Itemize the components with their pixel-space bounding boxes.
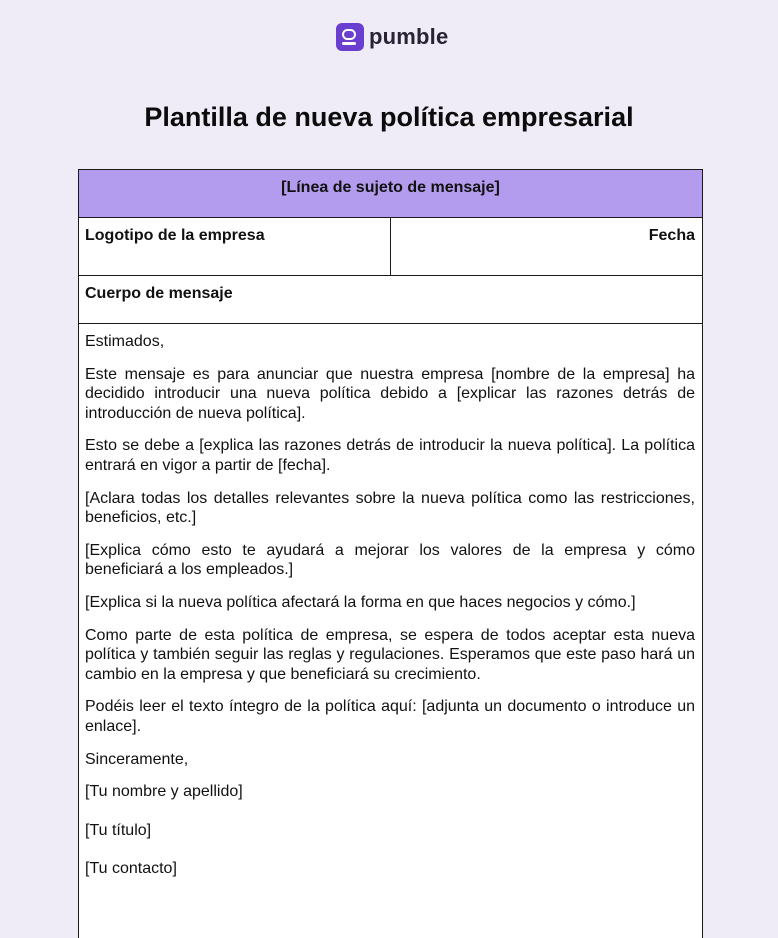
body-paragraph: Este mensaje es para anunciar que nuestra empresa [nombre de la empresa] ha decidido introducir una nueva política debido a [explicar las razones detrás de introducción de nueva política]. [85,365,695,422]
brand-logo[interactable] [336,22,448,52]
body-paragraph: [Aclara todas los detalles relevantes sobre la nueva política como las restricciones, beneficios, etc.] [85,489,695,527]
signature-title: [Tu título] [85,821,152,839]
page-title: Plantilla de nueva política empresarial [144,102,634,132]
company-logo-cell: Logotipo de la empresa [79,218,391,275]
subject-line-header: [Línea de sujeto de mensaje] [79,170,702,218]
greeting: Estimados, [85,333,165,350]
date-cell: Fecha [648,227,695,244]
body-paragraph: Como parte de esta política de empresa, se espera de todos aceptar esta nueva política y también seguir las reglas y regulaciones. Esperamos que este paso hará un cambio en la empresa y que beneficiará su crecimiento. [85,626,695,683]
brand-name: pumble [369,24,449,49]
body-paragraph: [Explica si la nueva política afectará la forma en que haces negocios y cómo.] [85,593,636,611]
policy-template-table [78,169,703,938]
signature-name: [Tu nombre y apellido] [85,783,243,801]
message-body [79,324,702,938]
logo-date-row [79,218,702,276]
body-paragraph: [Explica cómo esto te ayudará a mejorar los valores de la empresa y cómo beneficiará a los empleados.] [85,541,695,579]
pumble-logo-icon [336,23,364,51]
body-paragraph: Podéis leer el texto íntegro de la política aquí: [adjunta un documento o introduce un enlace]. [85,698,695,735]
closing: Sinceramente, [85,750,189,768]
body-paragraph: Esto se debe a [explica las razones detrás de introducir la nueva política]. La política entrará en vigor a partir de [fecha]. [85,437,695,474]
message-body-label: Cuerpo de mensaje [79,276,702,324]
signature-contact: [Tu contacto] [85,860,177,878]
